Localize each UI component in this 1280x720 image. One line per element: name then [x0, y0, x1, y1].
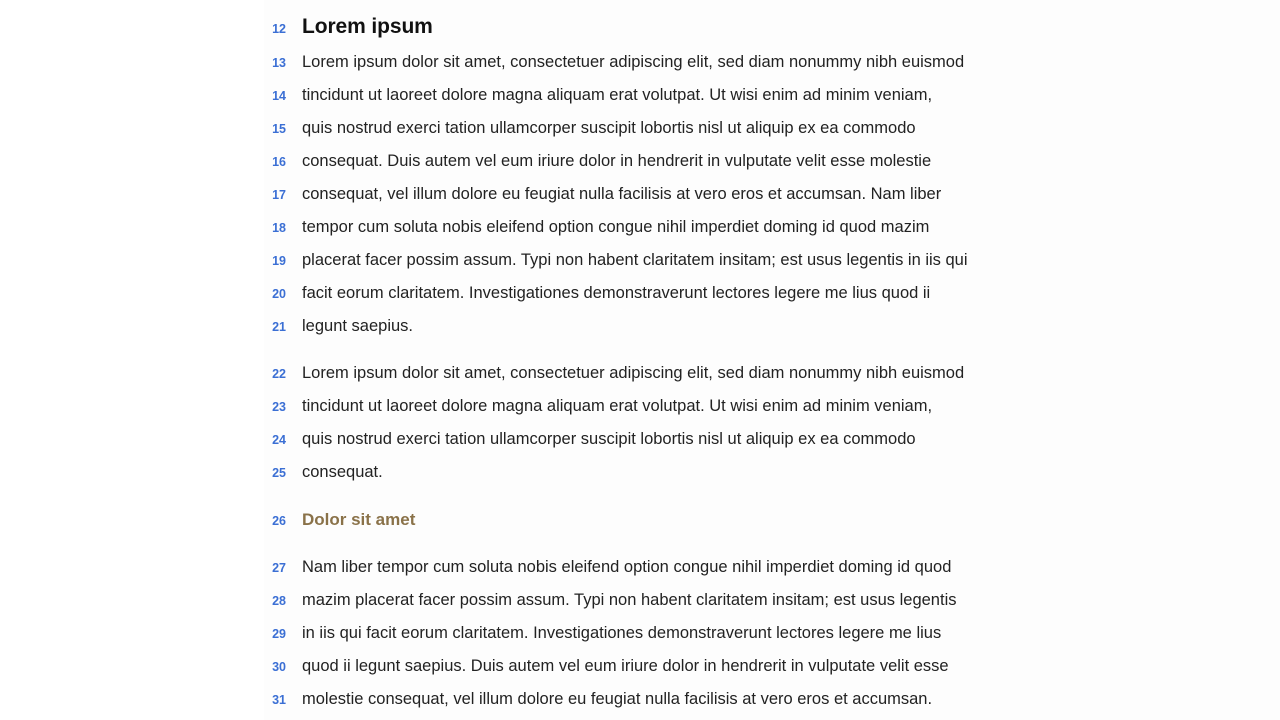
line-spacer: [264, 537, 1280, 551]
document-line[interactable]: [264, 211, 1280, 244]
line-text: placerat facer possim assum. Typi non habent claritatem insitam; est usus legentis in iis qui: [302, 251, 968, 269]
line-text: consequat. Duis autem vel eum iriure dolor in hendrerit in vulputate velit esse molestie: [302, 152, 932, 170]
line-number: 22: [272, 367, 286, 381]
document-line[interactable]: [264, 551, 1280, 584]
line-text: tincidunt ut laoreet dolore magna aliquam erat volutpat. Ut wisi enim ad minim veniam,: [302, 397, 933, 415]
line-number: 19: [272, 254, 286, 268]
line-number: 28: [272, 594, 286, 608]
heading-level-1: Lorem ipsum: [302, 15, 433, 38]
document-line[interactable]: [264, 503, 1280, 537]
line-text: quis nostrud exerci tation ullamcorper suscipit lobortis nisl ut aliquip ex ea commodo: [302, 430, 916, 448]
document-line[interactable]: [264, 244, 1280, 277]
line-text: in iis qui facit eorum claritatem. Investigationes demonstraverunt lectores legere me lius: [302, 624, 942, 642]
document-line[interactable]: [264, 683, 1280, 716]
document-line[interactable]: [264, 277, 1280, 310]
line-number: 13: [272, 56, 286, 70]
line-text: tincidunt ut laoreet dolore magna aliquam erat volutpat. Ut wisi enim ad minim veniam,: [302, 86, 933, 104]
document-line[interactable]: [264, 357, 1280, 390]
line-number: 29: [272, 627, 286, 641]
document-line[interactable]: [264, 112, 1280, 145]
line-text: consequat, vel illum dolore eu feugiat nulla facilisis at vero eros et accumsan. Nam liber: [302, 185, 942, 203]
line-number: 27: [272, 561, 286, 575]
line-number: 31: [272, 693, 286, 707]
line-number: 30: [272, 660, 286, 674]
line-number: 25: [272, 466, 286, 480]
document-line[interactable]: [264, 617, 1280, 650]
document-line[interactable]: [264, 79, 1280, 112]
line-number: 17: [272, 188, 286, 202]
document-lines[interactable]: [264, 8, 1280, 716]
document-line[interactable]: [264, 8, 1280, 46]
line-text: quod ii legunt saepius. Duis autem vel eum iriure dolor in hendrerit in vulputate velit esse: [302, 657, 949, 675]
document-line[interactable]: [264, 310, 1280, 343]
line-text: facit eorum claritatem. Investigationes demonstraverunt lectores legere me lius quod ii: [302, 284, 931, 302]
document-line[interactable]: [264, 390, 1280, 423]
line-number: 23: [272, 400, 286, 414]
heading-level-2: Dolor sit amet: [302, 510, 416, 529]
document-line[interactable]: [264, 650, 1280, 683]
line-number: 20: [272, 287, 286, 301]
document-line[interactable]: [264, 178, 1280, 211]
line-text: molestie consequat, vel illum dolore eu feugiat nulla facilisis at vero eros et accumsan.: [302, 690, 933, 708]
document-line[interactable]: [264, 456, 1280, 489]
line-number: 26: [272, 514, 286, 528]
line-number: 18: [272, 221, 286, 235]
line-spacer: [264, 489, 1280, 503]
line-spacer: [264, 343, 1280, 357]
document-column[interactable]: [264, 0, 1280, 720]
line-text: tempor cum soluta nobis eleifend option congue nihil imperdiet doming id quod mazim: [302, 218, 930, 236]
line-number: 14: [272, 89, 286, 103]
line-text: Lorem ipsum dolor sit amet, consectetuer adipiscing elit, sed diam nonummy nibh euismod: [302, 53, 965, 71]
document-line[interactable]: [264, 584, 1280, 617]
line-number: 15: [272, 122, 286, 136]
document-line[interactable]: [264, 423, 1280, 456]
line-text: legunt saepius.: [302, 317, 413, 335]
line-text: Nam liber tempor cum soluta nobis eleifend option congue nihil imperdiet doming id quod: [302, 558, 952, 576]
line-number: 21: [272, 320, 286, 334]
line-text: Lorem ipsum dolor sit amet, consectetuer adipiscing elit, sed diam nonummy nibh euismod: [302, 364, 965, 382]
line-number: 12: [272, 22, 286, 36]
line-text: consequat.: [302, 463, 383, 481]
line-text: mazim placerat facer possim assum. Typi non habent claritatem insitam; est usus legentis: [302, 591, 957, 609]
document-line[interactable]: [264, 145, 1280, 178]
document-line[interactable]: [264, 46, 1280, 79]
line-text: quis nostrud exerci tation ullamcorper suscipit lobortis nisl ut aliquip ex ea commodo: [302, 119, 916, 137]
line-number: 16: [272, 155, 286, 169]
line-number: 24: [272, 433, 286, 447]
